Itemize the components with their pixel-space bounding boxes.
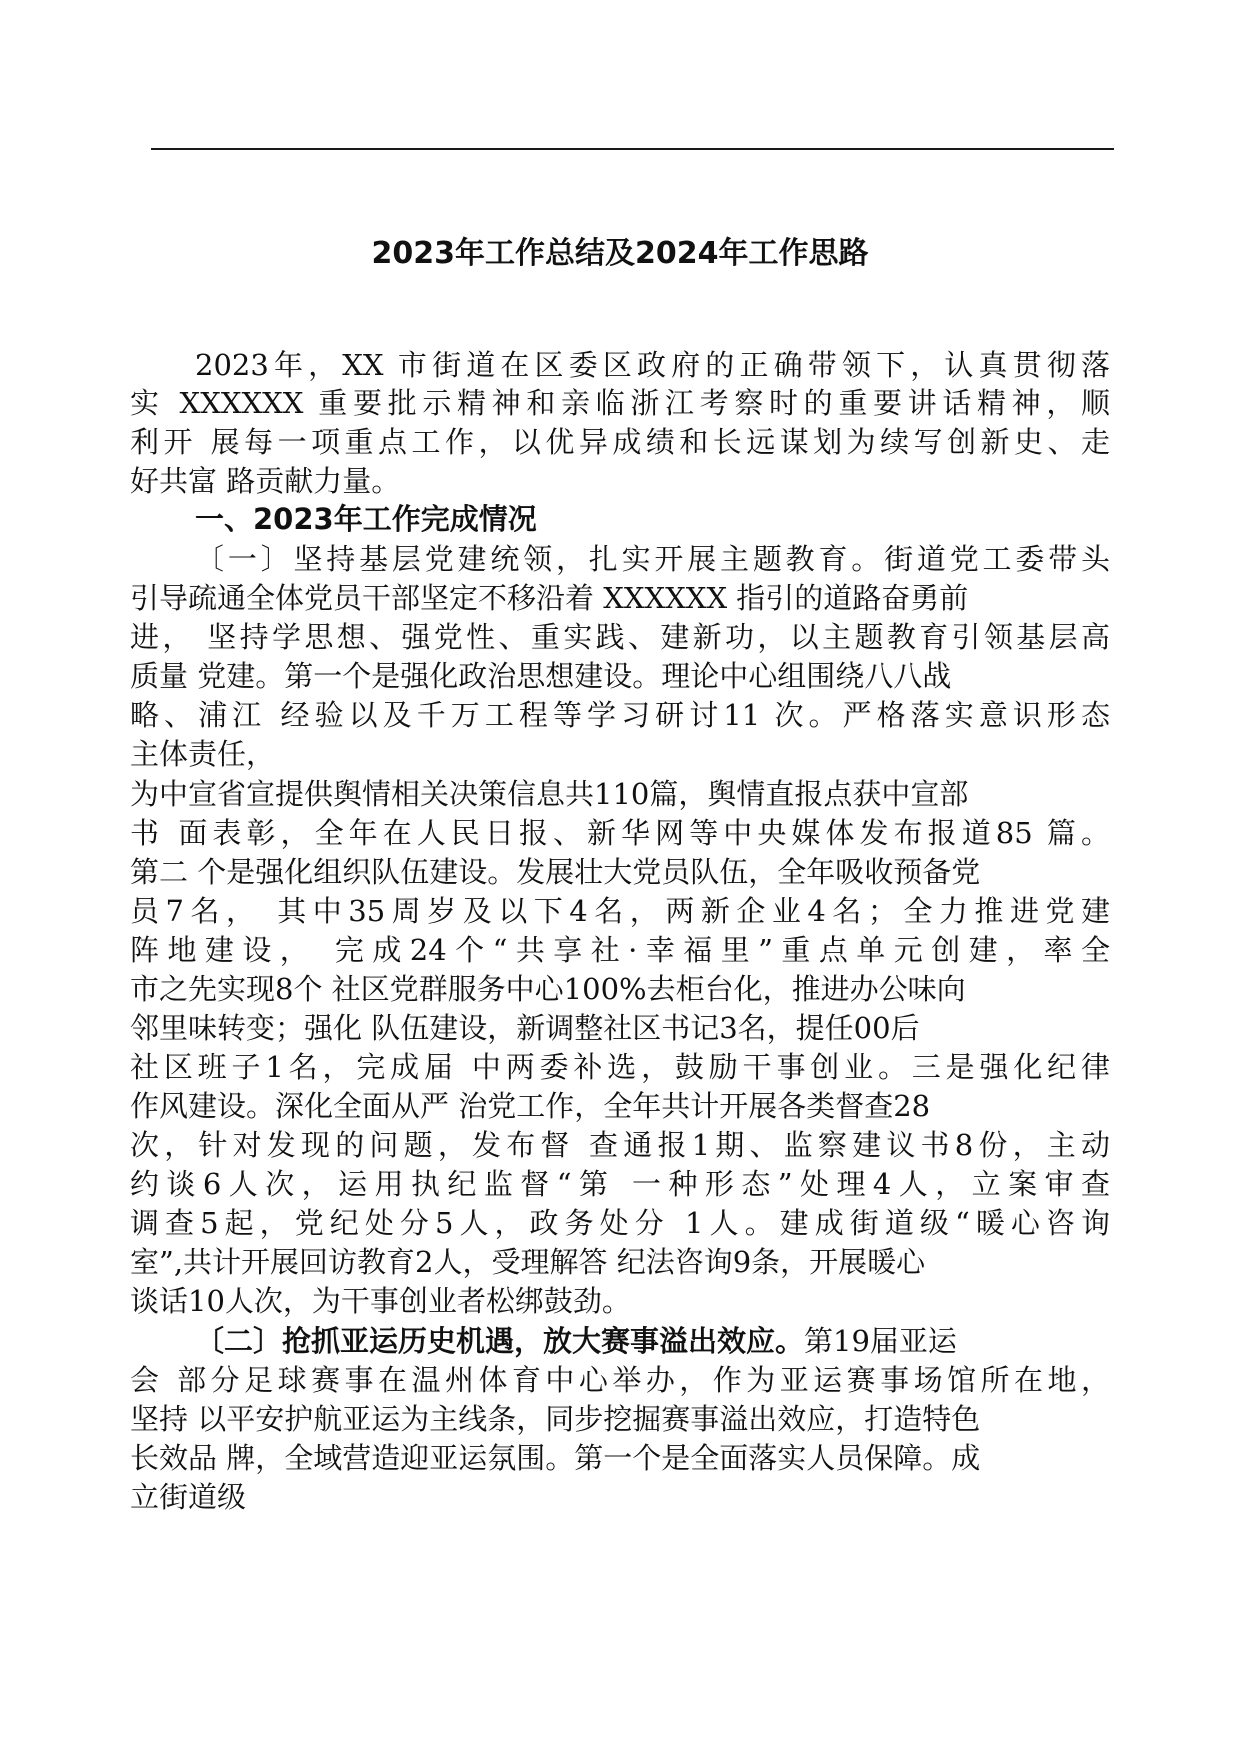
header-rule [151, 148, 1114, 150]
document-title: 2023年工作总结及2024年工作思路 [371, 236, 869, 271]
body-line: 引导疏通全体党员干部坚定不移沿着 XXXXXX 指引的道路奋勇前 [130, 581, 969, 615]
body-line: 进， 坚持学思想、强党性、重实践、建新功，以主题教育引领基层高 [130, 620, 1110, 654]
body-line: 谈话10人次，为干事创业者松绑鼓劲。 [130, 1284, 631, 1318]
body-line: 室”,共计开展回访教育2人，受理解答 纪法咨询9条，开展暖心 [130, 1245, 926, 1279]
section-heading: 一、2023年工作完成情况 [195, 502, 537, 536]
body-line: 次，针对发现的问题，发布督 查通报1期、监察建议书8份，主动 [130, 1128, 1110, 1162]
body-line: 第二 个是强化组织队伍建设。发展壮大党员队伍，全年吸收预备党 [130, 855, 981, 889]
body-line: 〔一〕坚持基层党建统领，扎实开展主题教育。街道党工委带头 [195, 542, 1110, 576]
body-line: 略、浦江 经验以及千万工程等学习研讨11 次。严格落实意识形态 [130, 698, 1110, 732]
body-line: 质量 党建。第一个是强化政治思想建设。理论中心组围绕八八战 [130, 659, 952, 693]
section2-lead-rest: 第19届亚运 [804, 1324, 957, 1358]
body-line: 调查5起，党纪处分5人，政务处分 1人。建成街道级“暖心咨询 [130, 1206, 1110, 1240]
body-line: 为中宣省宣提供舆情相关决策信息共110篇，舆情直报点获中宣部 [130, 777, 969, 811]
body-line: 会 部分足球赛事在温州体育中心举办，作为亚运赛事场馆所在地， [130, 1363, 1110, 1397]
body-line: 坚持 以平安护航亚运为主线条，同步挖掘赛事溢出效应，打造特色 [130, 1402, 981, 1436]
body-line: 社区班子1名，完成届 中两委补选，鼓励干事创业。三是强化纪律 [130, 1050, 1110, 1084]
body-line: 立街道级 [130, 1480, 247, 1514]
body-line: 邻里味转变；强化 队伍建设，新调整社区书记3名，提任00后 [130, 1011, 920, 1045]
body-line: 长效品 牌，全域营造迎亚运氛围。第一个是全面落实人员保障。成 [130, 1441, 981, 1475]
section2-lead-line [195, 1322, 957, 1360]
body-line: 阵地建设， 完成24个“共享社·幸福里”重点单元创建，率全 [130, 933, 1110, 967]
body-line: 市之先实现8个 社区党群服务中心100%去柜台化，推进办公味向 [130, 972, 966, 1006]
body-line: 约谈6人次，运用执纪监督“第 一种形态”处理4人，立案审查 [130, 1167, 1110, 1201]
body-line: 好共富 路贡献力量。 [130, 464, 401, 498]
body-line: 主体责任， [130, 737, 276, 771]
body-line: 实 XXXXXX 重要批示精神和亲临浙江考察时的重要讲话精神，顺 [130, 386, 1110, 420]
body-line: 2023年，XX 市街道在区委区政府的正确带领下，认真贯彻落 [195, 348, 1110, 382]
body-line: 利开 展每一项重点工作，以优异成绩和长远谋划为续写创新史、走 [130, 425, 1110, 459]
body-line: 书 面表彰，全年在人民日报、新华网等中央媒体发布报道85 篇。 [130, 816, 1110, 850]
section2-lead-bold: 〔二〕抢抓亚运历史机遇，放大赛事溢出效应。 [195, 1324, 805, 1358]
body-line: 作风建设。深化全面从严 治党工作，全年共计开展各类督查28 [130, 1089, 931, 1123]
body-line: 员7名， 其中35周岁及以下4名，两新企业4名；全力推进党建 [130, 894, 1110, 928]
